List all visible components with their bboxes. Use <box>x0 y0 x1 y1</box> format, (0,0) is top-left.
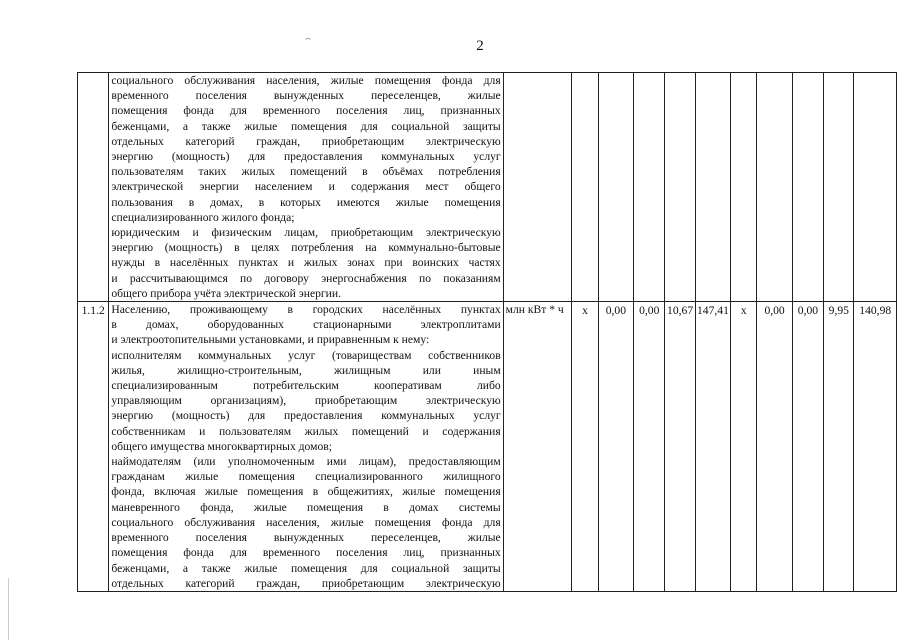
description-line: гражданам жилые помещения специализированного жилищного <box>111 470 501 484</box>
description-line: социального обслуживания населения, жилые помещения фонда для <box>111 74 501 87</box>
description-line: энергию (мощность) для предоставления коммунальных услуг <box>111 150 501 164</box>
tariff-table <box>77 72 897 592</box>
description-line: помещения фонда для временного поселения лиц, признанных <box>111 104 501 118</box>
description-line: общего имущества многоквартирных домов; <box>111 439 332 453</box>
description-line: отдельных категорий граждан, приобретающим электрическую <box>111 576 501 590</box>
value-cell <box>634 73 665 302</box>
scan-artifact <box>305 38 311 43</box>
value-cell: 147,41 <box>695 302 730 592</box>
description-lines <box>109 73 502 301</box>
description-line: жилья, жилищно-строительным, жилищным или иным <box>111 363 501 377</box>
value-cell <box>665 73 695 302</box>
description-line: энергию (мощность) для предоставления коммунальных услуг <box>111 409 501 423</box>
description-line: и рассчитывающимся по договору энергоснабжения по показаниям <box>111 271 501 285</box>
description-line: пользования в домах, в которых имеются жилые помещения <box>111 195 501 209</box>
description-line: беженцами, а также жилые помещения для социальной защиты <box>111 561 501 575</box>
description-line: и электроотопительными установками, и приравненным к нему: <box>111 333 430 347</box>
row-code: 1.1.2 <box>78 302 109 592</box>
description-line: нужды в населённых пунктах и жилых зонах при воинских частях <box>111 256 501 270</box>
code-cell <box>78 73 109 302</box>
table-row-continued <box>78 73 897 302</box>
value-cell <box>598 73 633 302</box>
description-line: управляющим организациям), приобретающим электрическую <box>111 394 501 408</box>
description-line: пользователям таких жилых помещений в объёмах потребления <box>111 165 501 179</box>
description-line: собственникам и пользователям жилых помещений и содержания <box>111 424 501 438</box>
value-cell: x <box>731 302 757 592</box>
value-cell: 0,00 <box>792 302 823 592</box>
description-line: наймодателям (или уполномоченным ими лицам), предоставляющим <box>111 455 501 469</box>
description-line: электрической энергии населением и содержания мест общего <box>111 180 501 194</box>
value-cell <box>695 73 730 302</box>
description-line: маневренного фонда, жилые помещения в домах системы <box>111 500 501 514</box>
description-line: юридическим и физическим лицам, приобретающим электрическую <box>111 226 501 240</box>
description-line: временного поселения вынужденных переселенцев, жилые <box>111 89 501 103</box>
value-cell <box>731 73 757 302</box>
description-line: энергию (мощность) в целях потребления на коммунально-бытовые <box>111 241 501 255</box>
unit-cell <box>503 73 572 302</box>
table-row-1-1-2 <box>78 302 897 592</box>
description-line: фонда, включая жилые помещения в общежитиях, жилые помещения <box>111 485 501 499</box>
description-line: специализированным потребительским кооперативам либо <box>111 379 501 393</box>
description-cell-continued <box>109 73 503 302</box>
value-cell: 0,00 <box>634 302 665 592</box>
value-cell <box>757 73 792 302</box>
description-lines <box>109 302 502 591</box>
value-cell <box>854 73 897 302</box>
description-line: специализированного жилого фонда; <box>111 210 295 224</box>
description-line: временного поселения вынужденных переселенцев, жилые <box>111 531 501 545</box>
description-line: Населению, проживающему в городских населённых пунктах <box>111 303 501 317</box>
value-cell <box>792 73 823 302</box>
value-cell: x <box>572 302 598 592</box>
description-line: отдельных категорий граждан, приобретающим электрическую <box>111 134 501 148</box>
value-cell: 0,00 <box>598 302 633 592</box>
value-cell: 140,98 <box>854 302 897 592</box>
description-line: исполнителям коммунальных услуг (товариществам собственников <box>111 348 501 362</box>
description-line: беженцами, а также жилые помещения для социальной защиты <box>111 119 501 133</box>
description-line: социального обслуживания населения, жилые помещения фонда для <box>111 515 501 529</box>
value-cell: 9,95 <box>824 302 854 592</box>
value-cell <box>572 73 598 302</box>
value-cell: 0,00 <box>757 302 792 592</box>
description-cell <box>109 302 503 592</box>
scan-edge-line <box>8 578 9 640</box>
value-cell: 10,67 <box>665 302 695 592</box>
page-number: 2 <box>476 38 484 54</box>
value-cell <box>824 73 854 302</box>
description-line: в домах, оборудованных стационарными электроплитами <box>111 318 501 332</box>
unit-cell: млн кВт * ч <box>503 302 572 592</box>
description-line: помещения фонда для временного поселения лиц, признанных <box>111 546 501 560</box>
description-line: общего прибора учёта электрической энергии. <box>111 286 341 300</box>
